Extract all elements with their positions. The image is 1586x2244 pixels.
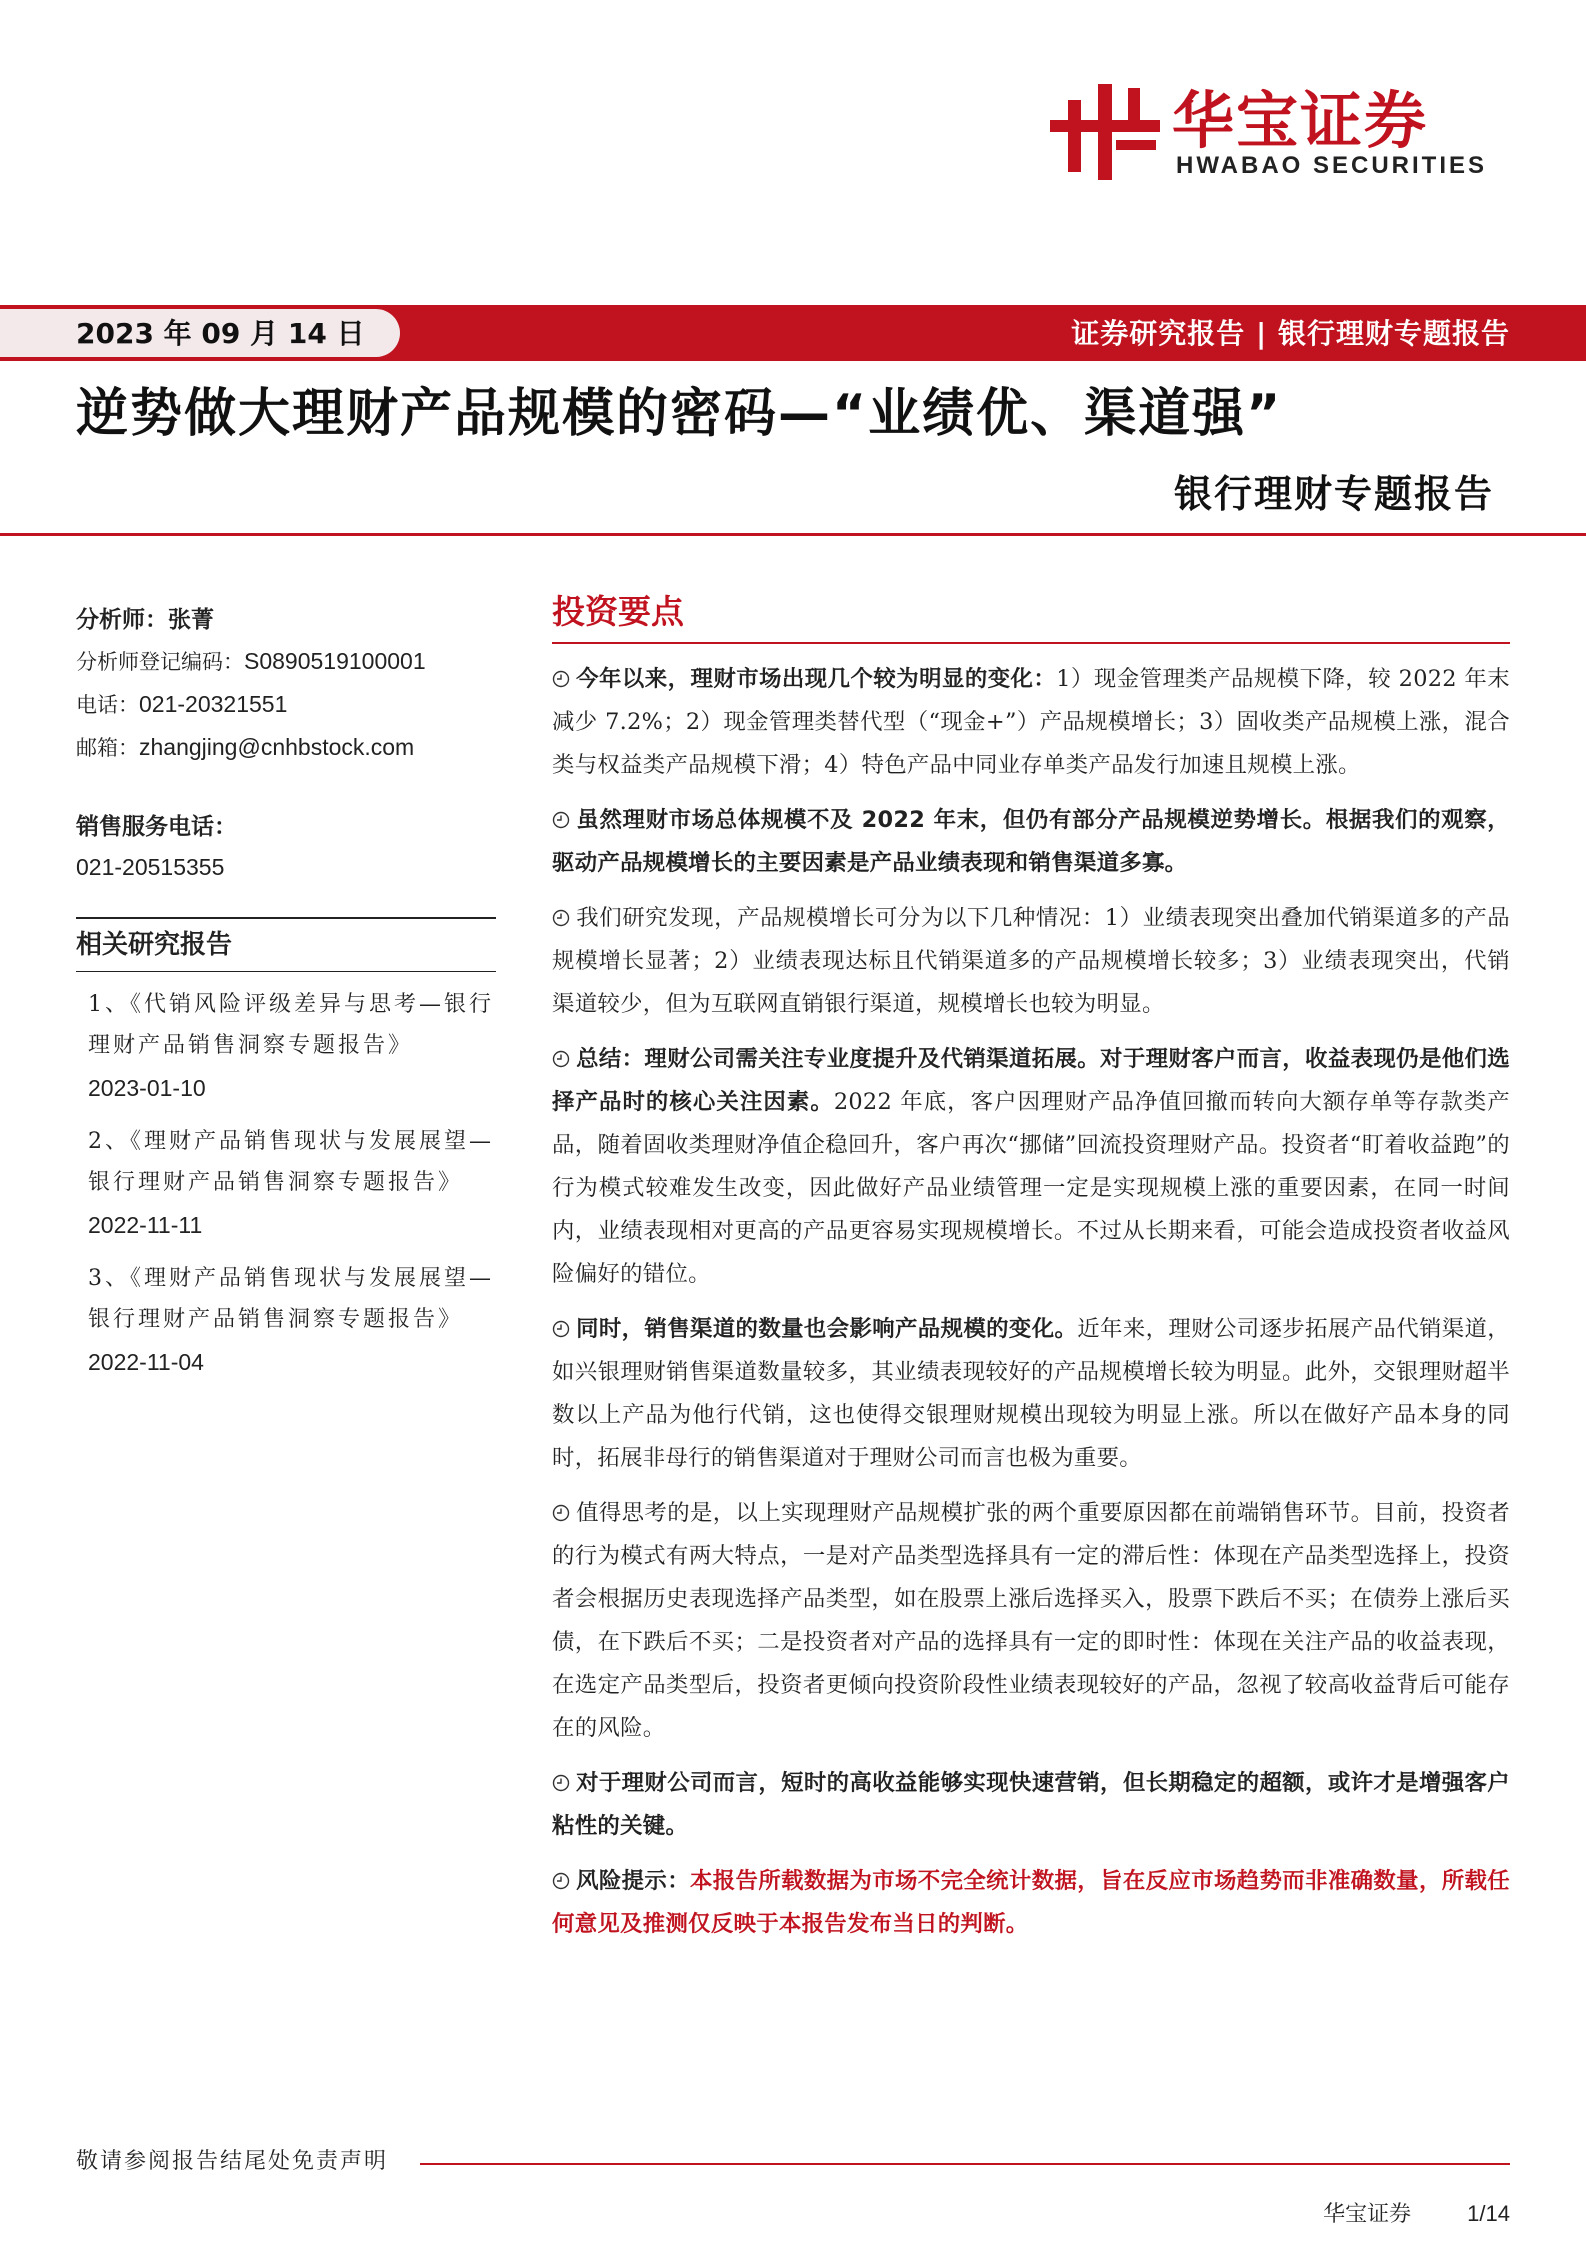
related-report-date: 2022-11-11: [88, 1212, 203, 1238]
risk-label: 风险提示：: [576, 1868, 690, 1894]
clock-bullet-icon: [552, 1774, 570, 1792]
key-point: [552, 799, 1510, 885]
related-report-title: 2、《理财产品销售现状与发展展望—银行理财产品销售洞察专题报告》: [88, 1129, 494, 1195]
clock-bullet-icon: [552, 811, 570, 829]
main-content: [552, 586, 1510, 1958]
key-point-text: 1）现金管理类产品规模下降，较 2022 年末减少 7.2%；2）现金管理类替代型（“现金+”）产品规模增长；3）固收类产品规模上涨，混合类与权益类产品规模下滑；4）特色产品中同业存单类产品发行加速且规模上涨。: [552, 666, 1510, 778]
registration-line: [76, 640, 496, 683]
sidebar: [76, 600, 496, 1383]
phone-line: [76, 683, 496, 726]
email-label: 邮箱：: [76, 736, 139, 760]
footer-brand: 华宝证券: [1323, 2202, 1412, 2227]
email-line: [76, 726, 496, 769]
related-reports-heading: 相关研究报告: [76, 917, 496, 972]
key-point: [552, 1762, 1510, 1848]
report-date: 2023 年 09 月 14 日: [76, 317, 365, 350]
related-report-title: 3、《理财产品销售现状与发展展望—银行理财产品销售洞察专题报告》: [88, 1266, 494, 1332]
clock-bullet-icon: [552, 1050, 570, 1068]
registration-value: S0890519100001: [244, 648, 426, 674]
key-point: [552, 897, 1510, 1026]
risk-warning: [552, 1860, 1510, 1946]
phone-value: 021-20321551: [139, 691, 288, 717]
key-point-text: 值得思考的是，以上实现理财产品规模扩张的两个重要原因都在前端销售环节。目前，投资者的行为模式有两大特点，一是对产品类型选择具有一定的滞后性：体现在产品类型选择上，投资者会根据历史表现选择产品类型，如在股票上涨后选择买入，股票下跌后不买；在债券上涨后买债，在下跌后不买；二是投资者对产品的选择具有一定的即时性：体现在关注产品的收益表现，在选定产品类型后，投资者更倾向投资阶段性业绩表现较好的产品，忽视了较高收益背后可能存在的风险。: [552, 1500, 1510, 1741]
key-point-text: 我们研究发现，产品规模增长可分为以下几种情况：1）业绩表现突出叠加代销渠道多的产品规模增长显著；2）业绩表现达标且代销渠道多的产品规模增长较多；3）业绩表现突出，代销渠道较少，但为互联网直销银行渠道，规模增长也较为明显。: [552, 905, 1510, 1017]
clock-bullet-icon: [552, 909, 570, 927]
clock-bullet-icon: [552, 1872, 570, 1890]
registration-label: 分析师登记编码：: [76, 650, 244, 674]
key-point: [552, 1308, 1510, 1480]
key-point-bold: 总结：理财公司需关注专业度提升及代销渠道拓展。对于理财客户而言，收益表现仍是他们选择产品时的核心关注因素。: [552, 1046, 1510, 1115]
footer-divider: [420, 2163, 1510, 2165]
footer-right: [1323, 2196, 1510, 2233]
report-category: 证券研究报告 | 银行理财专题报告: [1071, 317, 1510, 350]
related-report-date: 2023-01-10: [88, 1075, 206, 1101]
related-report-item[interactable]: [76, 984, 496, 1109]
page-title: 逆势做大理财产品规模的密码—“业绩优、渠道强”: [76, 384, 1283, 444]
clock-bullet-icon: [552, 1504, 570, 1522]
sales-phone: 021-20515355: [76, 854, 225, 880]
logo-text-cn: 华宝证券: [1172, 84, 1429, 157]
related-report-date: 2022-11-04: [88, 1349, 204, 1375]
phone-label: 电话：: [76, 693, 139, 717]
email-value[interactable]: zhangjing@cnhbstock.com: [139, 734, 415, 760]
key-point-bold: 虽然理财市场总体规模不及 2022 年末，但仍有部分产品规模逆势增长。根据我们的观察，驱动产品规模增长的主要因素是产品业绩表现和销售渠道多寡。: [552, 807, 1510, 876]
page-subtitle: 银行理财专题报告: [1173, 472, 1494, 516]
logo-text-en: HWABAO SECURITIES: [1176, 152, 1488, 179]
related-report-item[interactable]: [76, 1258, 496, 1383]
page-number: 1/14: [1467, 2201, 1510, 2226]
key-point-text: 2022 年底，客户因理财产品净值回撤而转向大额存单等存款类产品，随着固收类理财净值企稳回升，客户再次“挪储”回流投资理财产品。投资者“盯着收益跑”的行为模式较难发生改变，因此做好产品业绩管理一定是实现规模上涨的重要因素，在同一时间内，业绩表现相对更高的产品更容易实现规模增长。不过从长期来看，可能会造成投资者收益风险偏好的错位。: [552, 1089, 1510, 1287]
key-point-text: 近年来，理财公司逐步拓展产品代销渠道，如兴银理财销售渠道数量较多，其业绩表现较好的产品规模增长较为明显。此外，交银理财超半数以上产品为他行代销，这也使得交银理财规模出现较为明显上涨。所以在做好产品本身的同时，拓展非母行的销售渠道对于理财公司而言也极为重要。: [552, 1316, 1510, 1471]
key-point: [552, 1492, 1510, 1750]
related-report-item[interactable]: [76, 1121, 496, 1246]
key-point-bold: 对于理财公司而言，短时的高收益能够实现快速营销，但长期稳定的超额，或许才是增强客户粘性的关键。: [552, 1770, 1510, 1839]
sales-label: 销售服务电话：: [76, 814, 237, 840]
key-point-bold: 今年以来，理财市场出现几个较为明显的变化：: [576, 666, 1057, 692]
key-point: [552, 1038, 1510, 1296]
analyst-name: 分析师：张菁: [76, 607, 214, 633]
key-point-bold: 同时，销售渠道的数量也会影响产品规模的变化。: [576, 1316, 1078, 1342]
clock-bullet-icon: [552, 670, 570, 688]
hwabao-logo-icon: [1048, 82, 1168, 182]
risk-text: 本报告所载数据为市场不完全统计数据，旨在反应市场趋势而非准确数量，所载任何意见及推测仅反映于本报告发布当日的判断。: [552, 1868, 1510, 1937]
key-point: [552, 658, 1510, 787]
title-divider: [0, 533, 1586, 536]
footer-disclaimer: 敬请参阅报告结尾处免责声明: [76, 2149, 389, 2174]
section-title: 投资要点: [552, 586, 1510, 644]
related-report-title: 1、《代销风险评级差异与思考—银行理财产品销售洞察专题报告》: [88, 992, 494, 1058]
clock-bullet-icon: [552, 1320, 570, 1338]
